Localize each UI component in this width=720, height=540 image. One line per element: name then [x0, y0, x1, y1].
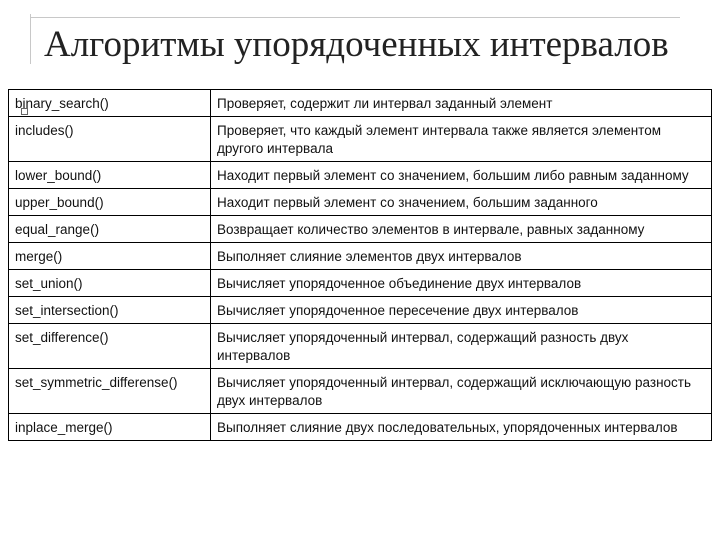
slide-title: Алгоритмы упорядоченных интервалов	[44, 24, 669, 65]
table-row	[9, 189, 712, 216]
function-name-cell: set_union()	[9, 270, 211, 297]
function-description-cell: Проверяет, что каждый элемент интервала также является элементом другого интервала	[211, 117, 712, 162]
function-name-cell: set_difference()	[9, 324, 211, 369]
table-row	[9, 270, 712, 297]
function-description-cell: Выполняет слияние двух последовательных, упорядоченных интервалов	[211, 414, 712, 441]
table-row	[9, 90, 712, 117]
function-description-cell: Проверяет, содержит ли интервал заданный элемент	[211, 90, 712, 117]
table-row	[9, 324, 712, 369]
table-row	[9, 162, 712, 189]
bullet-square-icon	[21, 108, 28, 115]
table-row	[9, 216, 712, 243]
function-description-cell: Возвращает количество элементов в интервале, равных заданному	[211, 216, 712, 243]
function-description-cell: Находит первый элемент со значением, большим либо равным заданному	[211, 162, 712, 189]
function-name-cell: merge()	[9, 243, 211, 270]
algorithms-table	[8, 89, 712, 441]
function-description-cell: Выполняет слияние элементов двух интервалов	[211, 243, 712, 270]
function-name-cell: inplace_merge()	[9, 414, 211, 441]
function-name-cell: set_symmetric_differense()	[9, 369, 211, 414]
function-description-cell: Вычисляет упорядоченное пересечение двух интервалов	[211, 297, 712, 324]
function-name-cell: lower_bound()	[9, 162, 211, 189]
table-row	[9, 369, 712, 414]
function-name-cell: binary_search()	[9, 90, 211, 117]
function-name-cell: includes()	[9, 117, 211, 162]
table-row	[9, 297, 712, 324]
table-row	[9, 243, 712, 270]
decorative-vertical-line	[30, 14, 31, 64]
function-description-cell: Вычисляет упорядоченный интервал, содержащий исключающую разность двух интервалов	[211, 369, 712, 414]
table-row	[9, 414, 712, 441]
function-description-cell: Находит первый элемент со значением, большим заданного	[211, 189, 712, 216]
function-name-cell: set_intersection()	[9, 297, 211, 324]
table-row	[9, 117, 712, 162]
decorative-horizontal-line	[30, 17, 680, 18]
function-description-cell: Вычисляет упорядоченное объединение двух интервалов	[211, 270, 712, 297]
function-name-cell: upper_bound()	[9, 189, 211, 216]
function-description-cell: Вычисляет упорядоченный интервал, содержащий разность двух интервалов	[211, 324, 712, 369]
function-name-cell: equal_range()	[9, 216, 211, 243]
